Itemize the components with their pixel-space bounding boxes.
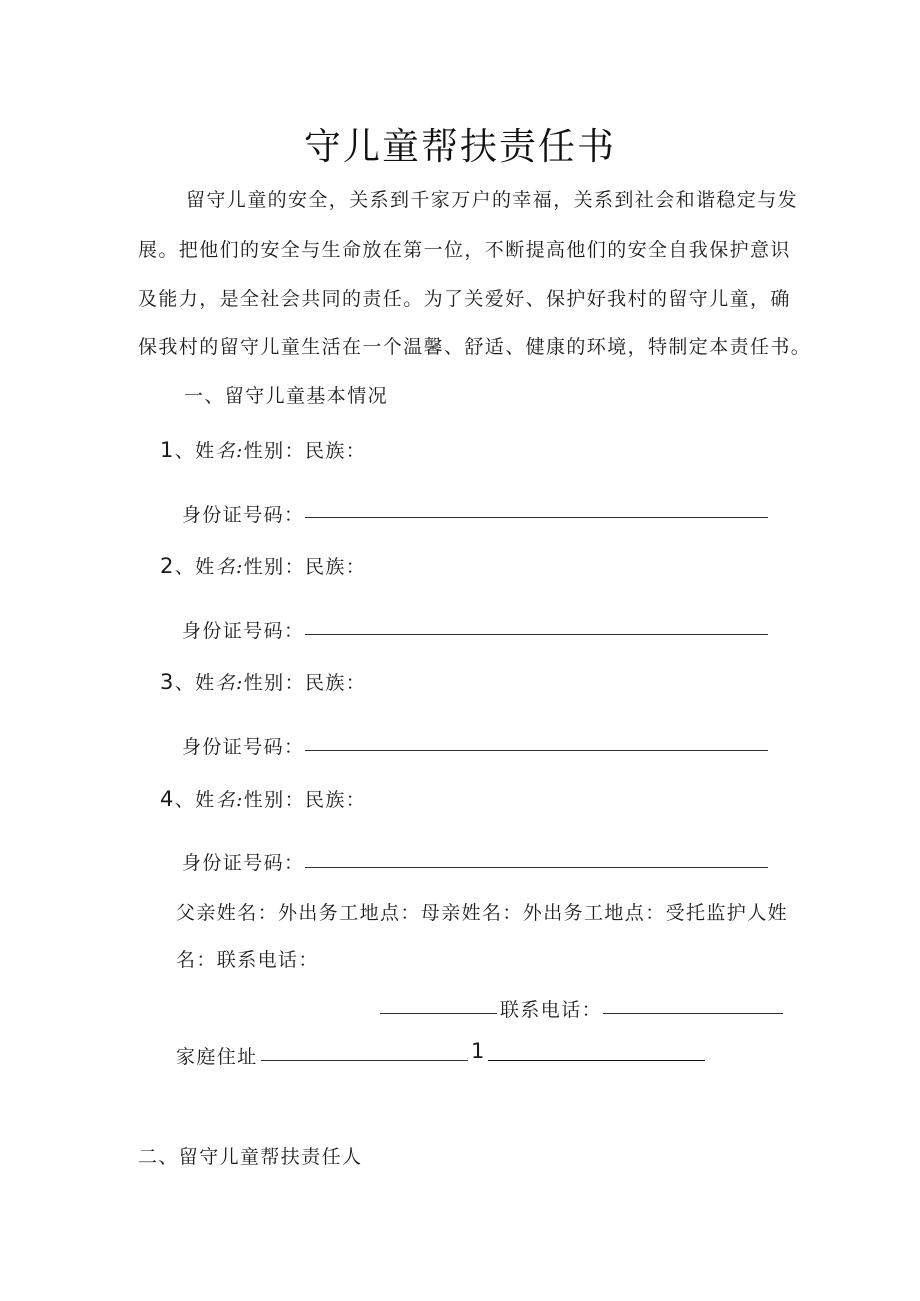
id-label-3: 身份证号码： [182,736,305,758]
child-row-1 [160,436,366,463]
parents-info-line-2: 名：联系电话： [176,949,319,971]
address-blank-2[interactable] [488,1060,705,1061]
page-title: 守儿童帮扶责任书 [304,125,616,168]
child-row-3 [160,668,366,695]
id-number-blank-2[interactable] [305,634,768,635]
contact-label: 联系电话： [500,999,603,1021]
id-number-blank-1[interactable] [305,517,768,518]
intro-line-2: 展。把他们的安全与生命放在第一位，不断提高他们的安全自我保护意识 [138,239,791,261]
id-number-blank-4[interactable] [305,867,768,868]
section-1-heading: 一、留守儿童基本情况 [184,385,389,407]
address-number: 1 [471,1039,485,1063]
child-row-2 [160,552,366,579]
child-number: 1 [160,438,175,462]
intro-line-1: 留守儿童的安全，关系到千家万户的幸福，关系到社会和谐稳定与发 [186,189,799,211]
name-label-prefix: 、姓 [174,440,216,462]
name-label-prefix: 、姓 [174,672,216,694]
id-label-2: 身份证号码： [182,620,305,642]
contact-phone-blank[interactable] [603,1013,783,1014]
id-label-1: 身份证号码： [182,504,305,526]
address-blank[interactable] [261,1060,468,1061]
id-number-blank-3[interactable] [305,750,768,751]
child-number: 2 [160,554,175,578]
section-2-heading: 二、留守儿童帮扶责任人 [138,1146,363,1168]
child-row-4 [160,785,366,812]
child-number: 3 [160,670,175,694]
name-label: 名: [215,672,244,694]
name-label: 名: [215,556,244,578]
contact-pre-blank[interactable] [380,1013,497,1014]
name-label-prefix: 、姓 [174,789,216,811]
address-label: 家庭住址 [176,1046,258,1068]
parents-info-line-1: 父亲姓名：外出务工地点：母亲姓名：外出务工地点：受托监护人姓 [176,902,789,924]
gender-ethnicity-label: 性别：民族： [243,440,367,462]
name-label: 名: [215,440,244,462]
name-label-prefix: 、姓 [174,556,216,578]
child-number: 4 [160,787,175,811]
gender-ethnicity-label: 性别：民族： [243,556,367,578]
gender-ethnicity-label: 性别：民族： [243,789,367,811]
intro-line-3: 及能力，是全社会共同的责任。为了关爱好、保护好我村的留守儿童，确 [138,288,791,310]
gender-ethnicity-label: 性别：民族： [243,672,367,694]
intro-line-4: 保我村的留守儿童生活在一个温馨、舒适、健康的环境，特制定本责任书。 [138,336,812,358]
name-label: 名: [215,789,244,811]
id-label-4: 身份证号码： [182,852,305,874]
